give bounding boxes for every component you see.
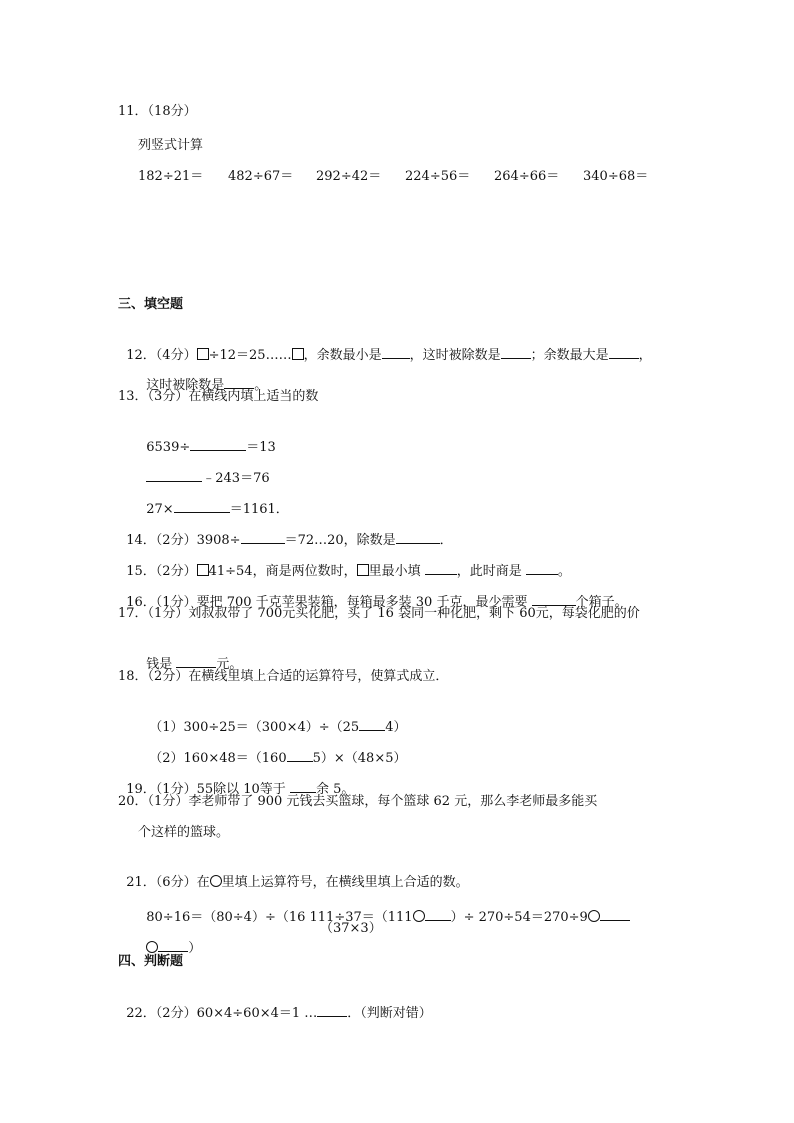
q18-text-3: （2）160×48＝（160 bbox=[149, 751, 287, 766]
circle-icon bbox=[146, 941, 158, 953]
q11-calc-4: 224÷56＝ bbox=[405, 169, 471, 184]
q20-line1: 20．（1分）李老师带了 900 元钱去买篮球，每个篮球 62 元，那么李老师最多能买 bbox=[118, 794, 598, 809]
q21-text-2: 里填上运算符号，在横线里填上合适的数。 bbox=[221, 875, 469, 890]
q14-text-3: ． bbox=[439, 533, 453, 548]
q11-calc-2: 482÷67＝ bbox=[228, 169, 294, 184]
q18-text-2: 4） bbox=[385, 720, 407, 735]
q12-text-7: 。 bbox=[254, 378, 268, 393]
answer-blank[interactable] bbox=[287, 748, 313, 762]
q12-text-3: ，这时被除数是 bbox=[409, 348, 501, 363]
answer-blank[interactable] bbox=[501, 345, 531, 359]
q16-text-2: 个箱子。 bbox=[575, 595, 628, 610]
q11-calc-6: 340÷68＝ bbox=[583, 169, 649, 184]
q21-header bbox=[118, 856, 469, 892]
q21-text-5: ） bbox=[188, 941, 202, 956]
q22-line bbox=[118, 985, 432, 1023]
answer-blank[interactable] bbox=[158, 938, 188, 952]
q18-text-1: （1）300÷25＝（300×4）÷（25 bbox=[149, 720, 360, 735]
q14-text-2: ＝72…20，除数是 bbox=[284, 533, 396, 548]
q19-text-1: 19．（1分）55除以 10等于 bbox=[126, 782, 290, 797]
answer-blank[interactable] bbox=[382, 345, 410, 359]
answer-blank[interactable] bbox=[224, 375, 254, 389]
answer-blank[interactable] bbox=[600, 907, 630, 921]
q16-text-1: 16．（1分）要把 700 千克苹果装箱，每箱最多装 30 千克，最少需要 bbox=[126, 595, 532, 610]
circle-icon bbox=[210, 875, 222, 887]
q22-text-1: 22．（2分）60×4÷60×4＝1 … bbox=[126, 1006, 318, 1021]
q12-text-4: ；余数最大是 bbox=[530, 348, 609, 363]
answer-blank[interactable] bbox=[190, 437, 246, 451]
answer-blank[interactable] bbox=[317, 1003, 347, 1017]
q13-text-1: 6539÷ bbox=[146, 440, 191, 455]
q12-text-2: ，余数最小是 bbox=[303, 348, 382, 363]
q12-prefix: 12．（4分） bbox=[126, 348, 197, 363]
answer-blank[interactable] bbox=[174, 499, 230, 513]
q15-text-5: 。 bbox=[557, 564, 571, 579]
answer-blank[interactable] bbox=[146, 468, 202, 482]
square-box-icon bbox=[292, 348, 304, 360]
answer-blank[interactable] bbox=[176, 654, 216, 668]
answer-blank[interactable] bbox=[425, 561, 457, 575]
q19-text-2: 余 5。 bbox=[315, 782, 355, 797]
answer-blank[interactable] bbox=[526, 561, 558, 575]
q17-line1: 17．（1分）刘叔叔带了 700元买化肥，买了 16 袋同一种化肥，剩下 60元，每袋化肥的价 bbox=[118, 606, 640, 621]
q18-text-4: 5）×（48×5） bbox=[312, 751, 407, 766]
q12-text-6: 这时被除数是 bbox=[146, 378, 225, 393]
q12-text-1: ÷12＝25…… bbox=[208, 348, 292, 363]
q15-text-1: 15．（2分） bbox=[126, 564, 197, 579]
q21-line1 bbox=[138, 889, 630, 927]
answer-blank[interactable] bbox=[425, 907, 451, 921]
q22-text-2: ．（判断对错） bbox=[347, 1006, 432, 1021]
q20-line2: 个这样的篮球。 bbox=[138, 825, 230, 840]
q11-calc-3: 292÷42＝ bbox=[316, 169, 382, 184]
q11-instruction: 列竖式计算 bbox=[138, 138, 204, 153]
circle-icon bbox=[588, 910, 600, 922]
q12-text-5: ， bbox=[638, 348, 652, 363]
q21-text-1: 21．（6分）在 bbox=[126, 875, 210, 890]
q17-text-1: 钱是 bbox=[146, 657, 177, 672]
q13-text-3: ﹣243＝76 bbox=[202, 471, 270, 486]
answer-blank[interactable] bbox=[609, 345, 639, 359]
q15-text-2: 41÷54，商是两位数时， bbox=[208, 564, 357, 579]
circle-icon bbox=[413, 910, 425, 922]
q21-text-4: ）÷ 270÷54＝270÷9 bbox=[450, 910, 588, 925]
q11-calc-1: 182÷21＝ bbox=[138, 169, 204, 184]
answer-blank[interactable] bbox=[290, 779, 316, 793]
q13-text-4: 27× bbox=[146, 502, 174, 517]
q13-header: 13．（3分）在横线内填上适当的数 bbox=[118, 389, 319, 404]
q14-text-1: 14．（2分）3908÷ bbox=[126, 533, 241, 548]
q13-text-2: ＝13 bbox=[246, 440, 276, 455]
answer-blank[interactable] bbox=[241, 530, 285, 544]
section-title-fill-blanks: 三、填空题 bbox=[118, 297, 184, 312]
q13-text-5: ＝1161． bbox=[229, 502, 289, 517]
q11-calc-5: 264÷66＝ bbox=[494, 169, 560, 184]
answer-blank[interactable] bbox=[396, 530, 440, 544]
q15-text-4: ，此时商是 bbox=[456, 564, 526, 579]
q21-text-3: 80÷16＝（80÷4）÷（16 111÷37＝（111 bbox=[146, 910, 413, 925]
q21-line2-extra: （37×3） bbox=[320, 921, 382, 936]
q15-text-3: 里最小填 bbox=[368, 564, 425, 579]
answer-blank[interactable] bbox=[532, 592, 576, 606]
q17-text-2: 元。 bbox=[216, 657, 243, 672]
q18-header: 18．（2分）在横线里填上合适的运算符号，使算式成立． bbox=[118, 669, 449, 684]
q11-header: 11．（18分） bbox=[118, 104, 197, 119]
answer-blank[interactable] bbox=[359, 717, 385, 731]
section-title-true-false: 四、判断题 bbox=[118, 954, 184, 969]
